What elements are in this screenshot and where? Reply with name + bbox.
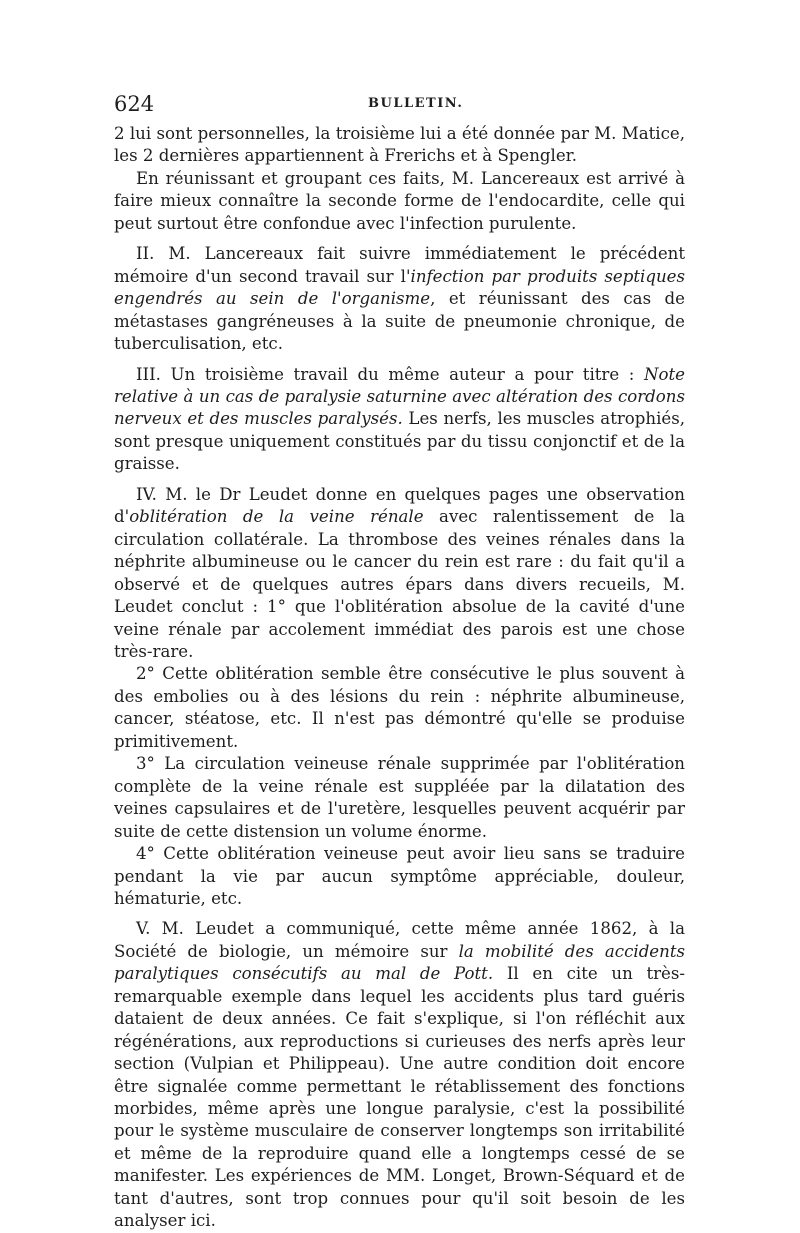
page-number: 624 xyxy=(114,92,155,116)
conclusion-4: 4° Cette oblitération veineuse peut avoir lieu sans se traduire pendant la vie par aucun symptôme appréciable, douleur, hématurie, etc. xyxy=(114,844,685,908)
section-iv-italic-title: oblitération de la veine rénale xyxy=(129,507,424,527)
section-iii-italic-title: Note relative à un cas de paralysie saturnine avec altération des cordons nerveux et des muscles paralysés. xyxy=(114,364,685,429)
section-v-text-a: V. M. Leudet a communiqué, cette même année 1862, à la Société de biologie, un mémoire sur xyxy=(114,919,685,961)
section-v-text-c: Il en cite un très-remarquable exemple dans lequel les accidents plus tard guéris dataient de deux années. Ce fait s'explique, si l'on réfléchit aux régénérations, aux reproductions si curieuses des nerfs après leur section (Vulpian et Philippeau). Une autre condition doit encore être signalée comme permettant le rétablissement des fonctions morbides, même après une longue paralysie, c'est la possibilité pour le système musculaire de conserver longtemps son irritabilité et même de la reproduire quand elle a longtemps cessé de se manifester. Les expériences de MM. Longet, Brown-Séquard et de tant d'autres, sont trop connues pour qu'il soit besoin de les analyser ici. xyxy=(114,964,685,1231)
section-ii-italic-title: infection par produits septiques engendrés au sein de l'organisme xyxy=(114,266,685,309)
section-iii-text-c: Les nerfs, les muscles atrophiés, sont presque uniquement constitués par du tissu conjonctif et de la graisse. xyxy=(114,409,686,474)
conclusion-3: 3° La circulation veineuse rénale supprimée par l'oblitération complète de la veine rénale est suppléée par la dilatation des veines capsulaires et de l'uretère, lesquelles peuvent acquérir par suite de cette distension un volume énorme. xyxy=(114,754,685,841)
section-v-italic-title: la mobilité des accidents paralytiques consécutifs au mal de Pott. xyxy=(114,941,686,984)
section-iv-text-a: IV. M. le Dr Leudet donne en quelques pages une observation d' xyxy=(114,484,685,527)
section-ii xyxy=(114,243,685,355)
section-iv xyxy=(114,484,685,664)
body-text xyxy=(114,123,685,1233)
section-v xyxy=(114,918,685,1232)
conclusion-2: 2° Cette oblitération semble être consécutive le plus souvent à des embolies ou à des lésions du rein : néphrite albumineuse, cancer, stéatose, etc. Il n'est pas démontré qu'elle se produise primitivement. xyxy=(114,664,685,751)
running-title: BULLETIN. xyxy=(368,96,464,111)
paragraph-lancereaux-endocardite: En réunissant et groupant ces faits, M. Lancereaux est arrivé à faire mieux connaître la seconde forme de l'endocardite, celle qui peut surtout être confondue avec l'infection purulente. xyxy=(114,168,685,233)
section-iii-text-a: III. Un troisième travail du même auteur a pour titre : xyxy=(136,364,644,384)
paragraph-continuation: 2 lui sont personnelles, la troisième lui a été donnée par M. Matice, les 2 dernières appartiennent à Frerichs et à Spengler. xyxy=(114,124,685,166)
section-ii-text-a: II. M. Lancereaux fait suivre immédiatement le précédent mémoire d'un second travail sur l' xyxy=(114,244,685,286)
section-iv-text-c: avec ralentissement de la circulation collatérale. La thrombose des veines rénales dans la néphrite albumineuse ou le cancer du rein est rare : du fait qu'il a observé et de quelques autres épars dans divers recueils, M. Leudet conclut : 1° que l'oblitération absolue de la cavité d'une veine rénale par accolement immédiat des parois est une chose très-rare. xyxy=(114,507,685,661)
section-ii-text-c: , et réunissant des cas de métastases gangréneuses à la suite de pneumonie chronique, de tuberculisation, etc. xyxy=(114,289,685,354)
section-iii xyxy=(114,364,685,476)
page-header xyxy=(114,92,685,120)
